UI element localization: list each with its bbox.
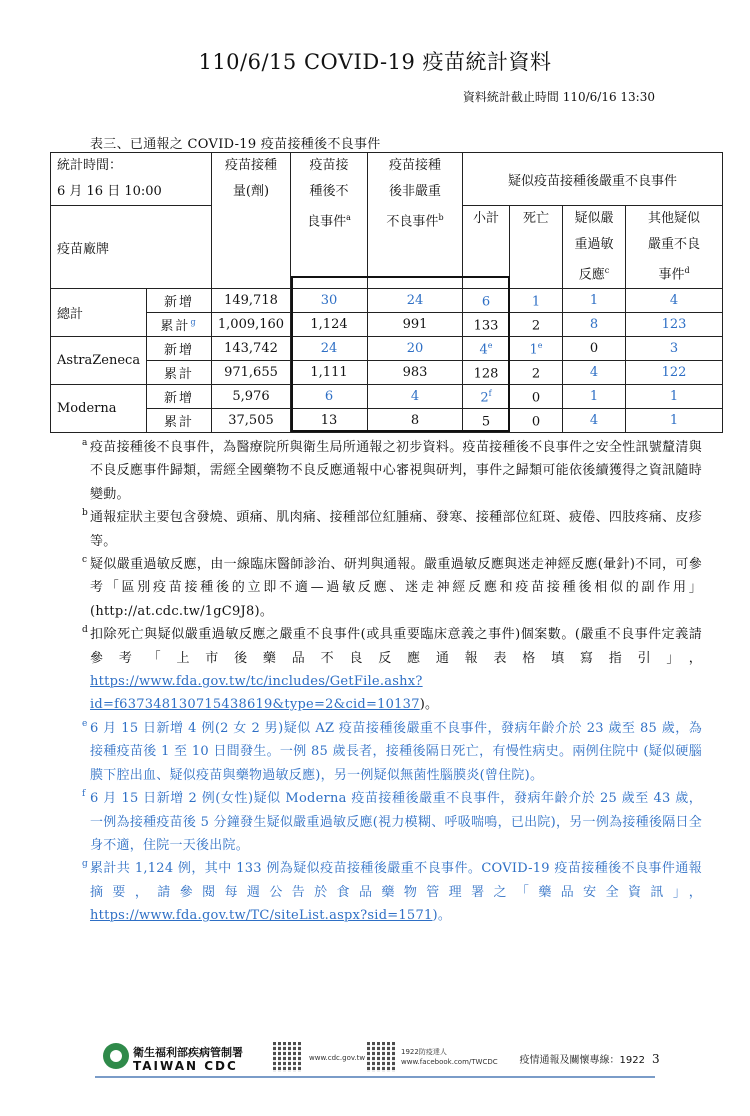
doses-cell: 143,742 [212,337,291,361]
adverse-events-cell: 1,111 [291,361,368,385]
table-row [51,337,723,361]
subtotal-cell: 2$^f$ [463,385,510,409]
doses-cell: 5,976 [212,385,291,409]
subtotal-cell: 6 [463,289,510,313]
adverse-events-cell: 6 [291,385,368,409]
non-serious-cell: 20 [368,337,463,361]
brand-cell: AstraZeneca [51,337,147,385]
qr-code-icon [273,1042,303,1072]
other-serious-cell: 122 [626,361,723,385]
anaphylaxis-cell: 4 [563,409,626,433]
doses-cell: 37,505 [212,409,291,433]
anaphylaxis-cell: 0 [563,337,626,361]
cdc-logo-icon [103,1043,129,1069]
subtotal-cell: 4e [463,337,510,361]
doses-cell: 1,009,160 [212,313,291,337]
death-cell: 0 [510,385,563,409]
table-row [51,313,723,337]
anaphylaxis-cell: 4 [563,361,626,385]
anaphylaxis-cell: 1 [563,289,626,313]
other-serious-cell: 123 [626,313,723,337]
header-adverse-events: 疫苗接 種後不 良事件$^a$ [291,153,368,289]
header-non-serious: 疫苗接種 後非嚴重 不良事件$^b$ [368,153,463,289]
subtotal-cell: 133 [463,313,510,337]
other-serious-cell: 4 [626,289,723,313]
data-cutoff-time: 資料統計截止時間 110/6/16 13:30 [462,90,655,104]
header-serious: 疑似疫苗接種後嚴重不良事件 [463,153,723,206]
fda-guideline-link[interactable]: https://www.fda.gov.tw/tc/includes/GetFile.ashx?id=f637348130715438619&type=2&cid=10137 [90,674,423,713]
footnote-b: b 通報症狀主要包含發燒、頭痛、肌肉痛、接種部位紅腫痛、發寒、接種部位紅斑、疲倦、四肢疼痛、皮疹等。 [82,508,702,549]
anaphylaxis-cell: 1 [563,385,626,409]
table-row [51,409,723,433]
footnote-c: c 疑似嚴重過敏反應，由一線臨床醫師診治、研判與通報。嚴重過敏反應與迷走神經反應(暈針)不同，可參考「區別疫苗接種後的立即不適—過敏反應、迷走神經反應和疫苗接種後相似的副作用」(http://at.cdc.tw/1gC9J8)。 [82,555,702,619]
header-subtotal: 小計 [463,206,510,289]
header-stat-time: 統計時間： 6 月 16 日 10:00 [51,153,212,206]
org-name-en: TAIWAN CDC [133,1059,238,1073]
page-title: 110/6/15 COVID-19 疫苗統計資料 [198,50,552,74]
adverse-events-table [50,152,723,433]
non-serious-cell: 8 [368,409,463,433]
row-type-cell: 新增 [147,385,212,409]
site-url: www.cdc.gov.tw [309,1054,366,1062]
adverse-events-cell: 30 [291,289,368,313]
doses-cell: 149,718 [212,289,291,313]
row-type-cell: 新增 [147,337,212,361]
doses-cell: 971,655 [212,361,291,385]
other-serious-cell: 1 [626,385,723,409]
other-serious-cell: 3 [626,337,723,361]
table-row [51,361,723,385]
footnote-g: g 累計共 1,124 例，其中 133 例為疑似疫苗接種後嚴重不良事件。COVID-19 疫苗接種後不良事件通報摘要，請參閱每週公告於食品藥物管理署之「藥品安全資訊」，https://www.fda.gov.tw/TC/siteList.aspx?sid=1571)。 [82,859,702,924]
adverse-events-cell: 24 [291,337,368,361]
footnote-d: d 扣除死亡與疑似嚴重過敏反應之嚴重不良事件(或具重要臨床意義之事件)個案數。(嚴重不良事件定義請參考「上市後藥品不良反應通報表格填寫指引」，https://www.fda.gov.tw/tc/includes/GetFile.ashx?id=f637348130715438619&type=2&cid=10137)。 [82,625,702,713]
table-caption: 表三、已通報之 COVID-19 疫苗接種後不良事件 [90,137,381,152]
footnotes [82,436,702,928]
non-serious-cell: 991 [368,313,463,337]
org-name-cn: 衛生福利部疾病管制署 [133,1046,243,1059]
adverse-events-cell: 1,124 [291,313,368,337]
header-anaphylaxis: 疑似嚴 重過敏 反應$^c$ [563,206,626,289]
brand-cell: Moderna [51,385,147,433]
row-type-cell: 累計$^g$ [147,313,212,337]
non-serious-cell: 24 [368,289,463,313]
header-other-serious: 其他疑似 嚴重不良 事件$^d$ [626,206,723,289]
death-cell: 1 [510,289,563,313]
other-serious-cell: 1 [626,409,723,433]
footer-bar [95,1040,655,1078]
header-death: 死亡 [510,206,563,289]
header-doses: 疫苗接種 量(劑) [212,153,291,289]
non-serious-cell: 983 [368,361,463,385]
subtotal-cell: 128 [463,361,510,385]
page-number: 3 [652,1052,660,1066]
row-type-cell: 累計 [147,361,212,385]
fb-name: 1922防疫達人 [401,1048,447,1056]
table-row [51,289,723,313]
header-brand: 疫苗廠牌 [51,206,212,289]
adverse-events-cell: 13 [291,409,368,433]
brand-cell: 總計 [51,289,147,337]
non-serious-cell: 4 [368,385,463,409]
death-cell: 1e [510,337,563,361]
death-cell: 0 [510,409,563,433]
death-cell: 2 [510,361,563,385]
subtotal-cell: 5 [463,409,510,433]
footnote-f: f 6 月 15 日新增 2 例(女性)疑似 Moderna 疫苗接種後嚴重不良事件，發病年齡介於 25 歲至 43 歲，一例為接種疫苗後 5 分鐘發生疑似嚴重過敏反應(視力模糊、呼吸喘鳴，已出院)，另一例為接種後隔日全身不適，住院一天後出院。 [82,789,702,853]
footnote-e: e 6 月 15 日新增 4 例(2 女 2 男)疑似 AZ 疫苗接種後嚴重不良事件，發病年齡介於 23 歲至 85 歲，為接種疫苗後 1 至 10 日間發生。一例 85 歲長者，接種後隔日死亡，有慢性病史。兩例住院中 (疑似硬腦膜下腔出血、疑似疫苗與藥物過敏反應)，另一例疑似無菌性腦膜炎(曾住院)。 [82,718,702,783]
footnote-a: a 疫苗接種後不良事件，為醫療院所與衛生局所通報之初步資料。疫苗接種後不良事件之安全性訊號釐清與不良反應事件歸類，需經全國藥物不良反應通報中心審視與研判，事件之歸類可能依後續獲得之資訊隨時變動。 [82,438,702,502]
anaphylaxis-cell: 8 [563,313,626,337]
fb-url: www.facebook.com/TWCDC [401,1058,498,1066]
row-type-cell: 累計 [147,409,212,433]
death-cell: 2 [510,313,563,337]
fda-safety-info-link[interactable]: https://www.fda.gov.tw/TC/siteList.aspx?sid=1571 [90,908,433,924]
hotline: 疫情通報及關懷專線：1922 [519,1055,645,1066]
table-row [51,385,723,409]
row-type-cell: 新增 [147,289,212,313]
qr-code-icon [367,1042,397,1072]
